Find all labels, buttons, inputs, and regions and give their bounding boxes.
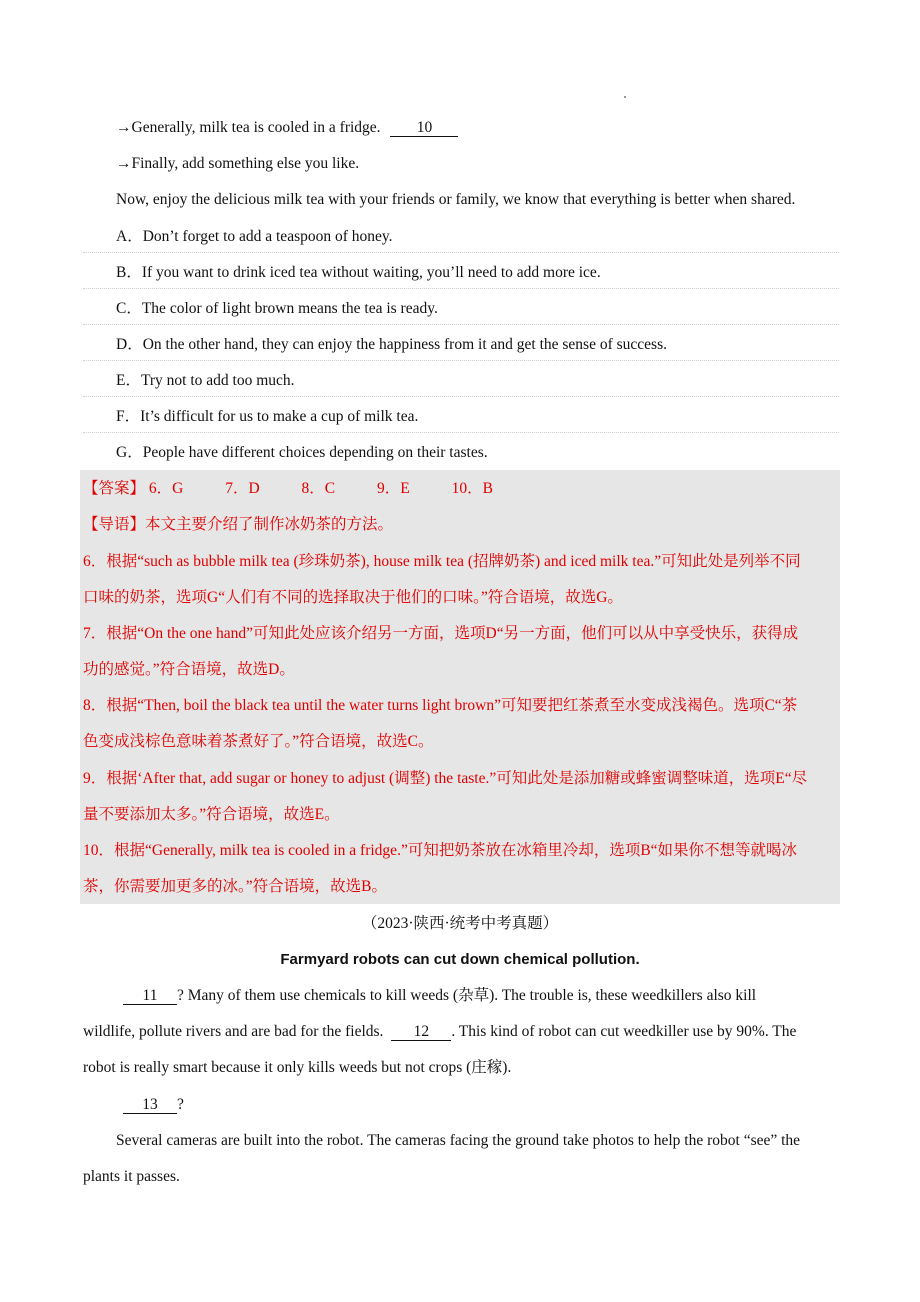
option-text: The color of light brown means the tea is ready. (141, 300, 438, 317)
explanation-9-line2: 量不要添加太多。”符合语境，故选E。 (83, 806, 340, 823)
step-cool-line (116, 118, 458, 138)
blank-12: 12 (391, 1024, 451, 1041)
option-text: Try not to add too much. (140, 372, 295, 389)
explanation-7-line1: 7．根据“On the one hand”可知此处应该介绍另一方面，选项D“另一方面，他们可以从中享受快乐，获得成 (83, 625, 799, 642)
guide-line (83, 515, 393, 535)
passage-title: Farmyard robots can cut down chemical pollution. (280, 951, 640, 968)
explanation-10-line2: 茶，你需要加更多的冰。”符合语境，故选B。 (83, 878, 387, 895)
answer-line (83, 479, 493, 499)
separator (83, 288, 839, 289)
option-letter: E． (116, 372, 141, 389)
explanation-10-line1: 10．根据“Generally, milk tea is cooled in a fridge.”可知把奶茶放在冰箱里冷却，选项B“如果你不想等就喝冰 (83, 842, 798, 859)
option-text: On the other hand, they can enjoy the happiness from it and get the sense of success. (142, 336, 667, 353)
option-text: If you want to drink iced tea without waiting, you’ll need to add more ice. (141, 264, 601, 281)
passage-line-4 (123, 1095, 184, 1115)
explanation-6-line1: 6．根据“such as bubble milk tea (珍珠奶茶), house milk tea (招牌奶茶) and iced milk tea.”可知此处是列举不同 (83, 553, 801, 570)
passage-line-6: plants it passes. (83, 1168, 180, 1185)
passage-text: wildlife, pollute rivers and are bad for the fields. (83, 1023, 384, 1040)
option-g (116, 443, 488, 463)
option-letter: A． (116, 228, 143, 245)
answer-label: 【答案】 (83, 480, 146, 497)
option-c (116, 299, 438, 319)
passage-line-1 (123, 986, 756, 1006)
passage-text: . This kind of robot can cut weedkiller use by 90%. The (451, 1023, 797, 1040)
answer-item: 10．B (451, 480, 493, 497)
separator (83, 324, 839, 325)
guide-text: 本文主要介绍了制作冰奶茶的方法。 (145, 516, 394, 533)
option-f (116, 407, 418, 427)
answer-item: 8．C (301, 480, 336, 497)
answer-item: 6．G (148, 480, 184, 497)
option-letter: D． (116, 336, 143, 353)
source-tag: （2023·陕西·统考中考真题） (361, 915, 559, 932)
option-d (116, 335, 667, 355)
option-letter: B． (116, 264, 142, 281)
explanation-8-line2: 色变成浅棕色意味着茶煮好了。”符合语境，故选C。 (83, 733, 434, 750)
explanation-6-line2: 口味的奶茶，选项G“人们有不同的选择取决于他们的口味。”符合语境，故选G。 (83, 589, 623, 606)
passage-line-5: Several cameras are built into the robot. The cameras facing the ground take photos to help the robot “see” the (116, 1132, 801, 1149)
option-letter: C． (116, 300, 142, 317)
option-letter: G． (116, 444, 143, 461)
step-cool-text: →Generally, milk tea is cooled in a fridge. (116, 119, 381, 136)
separator (83, 360, 839, 361)
separator (83, 396, 839, 397)
option-text: People have different choices depending on their tastes. (142, 444, 488, 461)
blank-10: 10 (390, 120, 458, 137)
option-letter: F． (116, 408, 141, 425)
separator (83, 432, 839, 433)
passage-line-3: robot is really smart because it only kills weeds but not crops (庄稼). (83, 1059, 512, 1076)
speck (624, 96, 626, 98)
explanation-7-line2: 功的感觉。”符合语境，故选D。 (83, 661, 295, 678)
answer-item: 7．D (225, 480, 260, 497)
guide-label: 【导语】 (83, 516, 146, 533)
explanation-9-line1: 9．根据‘After that, add sugar or honey to adjust (调整) the taste.”可知此处是添加糖或蜂蜜调整味道，选项E“尽 (83, 770, 808, 787)
blank-11: 11 (123, 988, 177, 1005)
option-b (116, 263, 601, 283)
passage-line-2 (83, 1022, 796, 1042)
step-finally-line: →Finally, add something else you like. (116, 155, 360, 172)
explanation-8-line1: 8．根据“Then, boil the black tea until the water turns light brown”可知要把红茶煮至水变成浅褐色。选项C“茶 (83, 697, 798, 714)
answer-item: 9．E (377, 480, 410, 497)
separator (83, 252, 839, 253)
answer-panel (80, 470, 840, 904)
option-text: Don’t forget to add a teaspoon of honey. (142, 228, 393, 245)
closing-paragraph: Now, enjoy the delicious milk tea with your friends or family, we know that everything is better when shared. (116, 191, 796, 208)
option-text: It’s difficult for us to make a cup of milk tea. (140, 408, 419, 425)
passage-text: ? (177, 1096, 184, 1113)
option-e (116, 371, 295, 391)
passage-text: ? Many of them use chemicals to kill weeds (杂草). The trouble is, these weedkillers also kill (177, 987, 757, 1004)
blank-13: 13 (123, 1097, 177, 1114)
option-a (116, 227, 393, 247)
